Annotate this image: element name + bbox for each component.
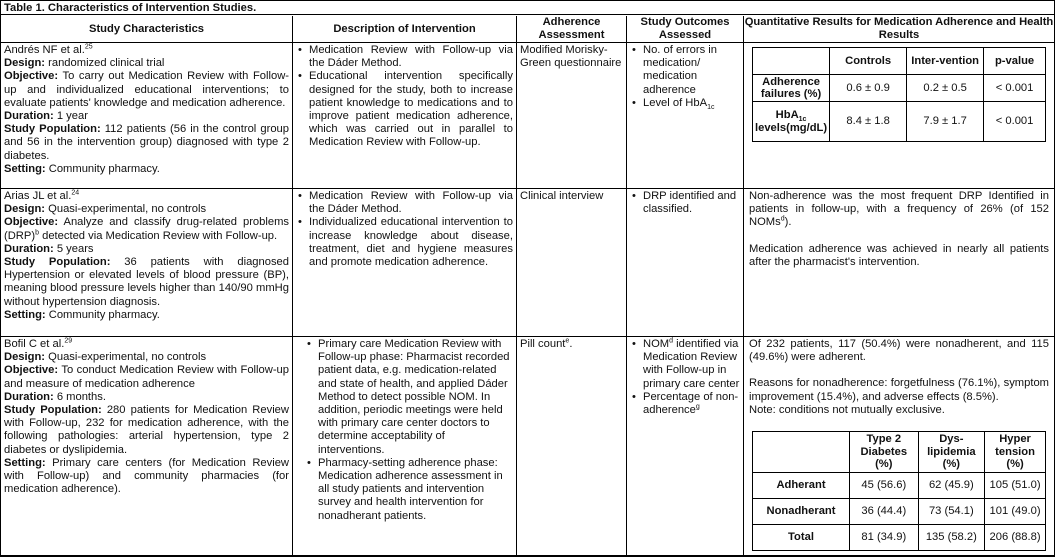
- row2-study: [1, 189, 293, 337]
- outcome-text: Percentage of non- adherence: [643, 390, 739, 417]
- design: randomized clinical trial: [45, 57, 165, 70]
- table-cell: Adherant: [753, 473, 850, 499]
- population: 280 patients for Medication Review with Follow-up, 232 for medication adherence, with the following pathologies: arterial hypertension, type 2 diabetes or dyslipidemia.: [4, 404, 289, 456]
- author: Andrés NF et al.: [4, 44, 85, 56]
- table-cell: Total: [753, 525, 850, 551]
- table-row: [753, 75, 1046, 102]
- table-header: Dys-lipidemia (%): [918, 432, 985, 473]
- hba-unit: levels(mg/dL): [755, 121, 828, 134]
- superscript: b: [35, 228, 39, 236]
- label-population: Study Population:: [4, 256, 111, 269]
- row1-quantitative: [744, 43, 1054, 189]
- label-design: Design:: [4, 57, 46, 70]
- table-row: [753, 499, 1046, 525]
- list-item: • Pharmacy-setting adherence phase: Medication adherence assessment in all study patients and intervention survey and health intervention for nonadherant patients.: [305, 457, 513, 523]
- table-cell: 62 (45.9): [918, 473, 985, 499]
- superscript: g: [695, 403, 700, 411]
- table-header: Inter-vention: [907, 48, 984, 75]
- reference: 24: [71, 189, 80, 197]
- row1-results-table: [752, 47, 1046, 142]
- table-row: [753, 102, 1046, 142]
- row1-outcomes: [627, 43, 744, 189]
- list-item: • Medication Review with Follow-up via the Dáder Method.: [296, 190, 513, 216]
- row1-description: [293, 43, 517, 189]
- row3-quantitative: [744, 337, 1054, 556]
- list-item: [630, 97, 740, 110]
- table-cell: 7.9 ± 1.7: [907, 102, 984, 142]
- hba-label: HbA: [775, 109, 799, 121]
- setting: Community pharmacy.: [45, 308, 160, 321]
- list-item: [630, 338, 740, 391]
- table-header: p-value: [984, 48, 1046, 75]
- table-cell: < 0.001: [984, 102, 1046, 142]
- label-design: Design:: [4, 351, 46, 364]
- table-title: Table 1. Characteristics of Intervention Studies.: [1, 1, 1054, 15]
- table-cell: 8.4 ± 1.8: [830, 102, 907, 142]
- setting: Community pharmacy.: [45, 162, 160, 175]
- row3-description: [293, 337, 517, 556]
- row1-study: [1, 43, 293, 189]
- table-cell: [753, 48, 830, 75]
- row2-quantitative: [744, 189, 1054, 337]
- table-header: Type 2 Diabetes (%): [850, 432, 919, 473]
- list-item: • Medication Review with Follow-up via the Dáder Method.: [296, 44, 513, 70]
- objective: To conduct Medication Review with Follow-up and measure of medication adherence: [4, 364, 289, 390]
- result-note: Note: conditions not mutually exclusive.: [749, 403, 945, 416]
- label-objective: Objective:: [4, 216, 59, 229]
- header-study: Study Characteristics: [1, 16, 293, 43]
- table-cell: 101 (49.0): [985, 499, 1046, 525]
- superscript: d: [780, 215, 785, 223]
- table-row: [753, 525, 1046, 551]
- result-text: Reasons for nonadherence: forgetfulness (76.1%), symptom improvement (15.4%), and adverse effects (8.5%).: [749, 377, 1049, 403]
- label-objective: Objective:: [4, 364, 59, 377]
- label-duration: Duration:: [4, 242, 54, 255]
- duration: 6 months.: [53, 390, 106, 403]
- table-cell: Adherence failures (%): [753, 75, 830, 102]
- adherence-text: Pill count: [520, 338, 566, 350]
- subscript: 1c: [707, 104, 715, 112]
- list-item: [630, 391, 740, 417]
- objective-tail: detected via Medication Review with Follow-up.: [38, 229, 278, 242]
- table-header: Controls: [830, 48, 907, 75]
- author: Bofil C et al.: [4, 338, 65, 350]
- table-cell: 105 (51.0): [985, 473, 1046, 499]
- label-setting: Setting:: [4, 456, 46, 469]
- table-cell: 206 (88.8): [985, 525, 1046, 551]
- list-item: • DRP identified and classified.: [630, 190, 740, 216]
- table-cell: [753, 102, 830, 142]
- list-item: • Educational intervention specifically designed for the study, both to increase patient knowledge to medications and to improve patient medication adherence, which was carried out in parallel to Medication Review with Follow-up.: [296, 70, 513, 149]
- table-cell: 81 (34.9): [850, 525, 919, 551]
- adherence-tail: .: [569, 338, 573, 350]
- objective: To carry out Medication Review with Follow-up and individualized educational interventions; to evaluate patients' knowledge and medication adherence.: [4, 70, 289, 109]
- label-population: Study Population:: [4, 123, 101, 136]
- table-cell: 0.2 ± 0.5: [907, 75, 984, 102]
- reference: 25: [84, 43, 93, 51]
- row3-outcomes: [627, 337, 744, 556]
- outcome-text: NOM: [643, 338, 670, 350]
- result-text: Medication adherence was achieved in nearly all patients after the pharmacist's intervention.: [749, 242, 1049, 268]
- population: 36 patients with diagnosed Hypertension or elevated levels of blood pressure (BP), meaning blood pressure levels higher than 140/90 mmHg without hypertension diagnosis.: [4, 256, 289, 308]
- label-design: Design:: [4, 203, 46, 216]
- duration: 1 year: [53, 110, 88, 123]
- row3-results-table: [752, 431, 1046, 551]
- duration: 5 years: [53, 242, 94, 255]
- row2-adherence: Clinical interview: [517, 189, 627, 337]
- table-cell: [753, 432, 850, 473]
- list-item: • No. of errors in medication/ medication adherence: [630, 44, 740, 97]
- table-cell: Nonadherant: [753, 499, 850, 525]
- table-cell: 36 (44.4): [850, 499, 919, 525]
- label-setting: Setting:: [4, 308, 46, 321]
- header-quantitative: Quantitative Results for Medication Adherence and Health Results: [744, 16, 1054, 41]
- row3-adherence: [517, 337, 627, 556]
- row2-description: [293, 189, 517, 337]
- list-item: • Primary care Medication Review with Follow-up phase: Pharmacist recorded patient data, e.g. medication-related and state of health, and applied Dáder Method to detect possible NOM. In addition, periodic meetings were held with primary care center doctors to determine acceptability of interventions.: [305, 338, 513, 457]
- header-outcomes: Study Outcomes Assessed: [627, 16, 744, 43]
- result-text: Non-adherence was the most frequent DRP Identified in patients in follow-up, with a frequency of 26% (of 152 NOMs: [749, 190, 1049, 229]
- table-cell: 45 (56.6): [850, 473, 919, 499]
- label-setting: Setting:: [4, 162, 46, 175]
- table-header: Hyper tension (%): [985, 432, 1046, 473]
- table-cell: 0.6 ± 0.9: [830, 75, 907, 102]
- outcome-text: Level of HbA: [643, 96, 708, 109]
- table-cell: < 0.001: [984, 75, 1046, 102]
- label-duration: Duration:: [4, 390, 54, 403]
- table-cell: 135 (58.2): [918, 525, 985, 551]
- setting: Primary care centers (for Medication Review with Follow-up) and community pharmacies (for medication adherence).: [4, 456, 289, 496]
- label-objective: Objective:: [4, 70, 59, 83]
- subscript: 1c: [798, 116, 807, 124]
- row3-study: [1, 337, 293, 556]
- author: Arias JL et al.: [4, 190, 72, 202]
- design: Quasi-experimental, no controls: [45, 351, 207, 364]
- superscript: d: [669, 337, 674, 345]
- superscript: e: [565, 337, 570, 345]
- row1-adherence: Modified Morisky-Green questionnaire: [517, 43, 627, 189]
- result-text: Of 232 patients, 117 (50.4%) were nonadherent, and 115 (49.6%) were adherent.: [749, 338, 1049, 364]
- design: Quasi-experimental, no controls: [45, 203, 207, 216]
- label-duration: Duration:: [4, 110, 54, 123]
- header-adherence: Adherence Assessment: [517, 16, 627, 43]
- list-item: • Individualized educational intervention to increase knowledge about disease, treatment, diet and hygiene measures and promote medication adherence.: [296, 216, 513, 269]
- label-population: Study Population:: [4, 404, 102, 417]
- objective: Analyze and classify drug-related problems (DRP): [4, 216, 289, 242]
- result-text-tail: ).: [784, 216, 792, 229]
- reference: 29: [64, 337, 73, 345]
- outcome-tail: identified via Medication Review with Follow-up in primary care center: [643, 338, 740, 390]
- table-cell: 73 (54.1): [918, 499, 985, 525]
- table-row: [753, 473, 1046, 499]
- row2-outcomes: [627, 189, 744, 337]
- header-description: Description of Intervention: [293, 16, 517, 43]
- population: 112 patients (56 in the control group and 56 in the intervention group) diagnosed with type 2 diabetes.: [4, 123, 289, 162]
